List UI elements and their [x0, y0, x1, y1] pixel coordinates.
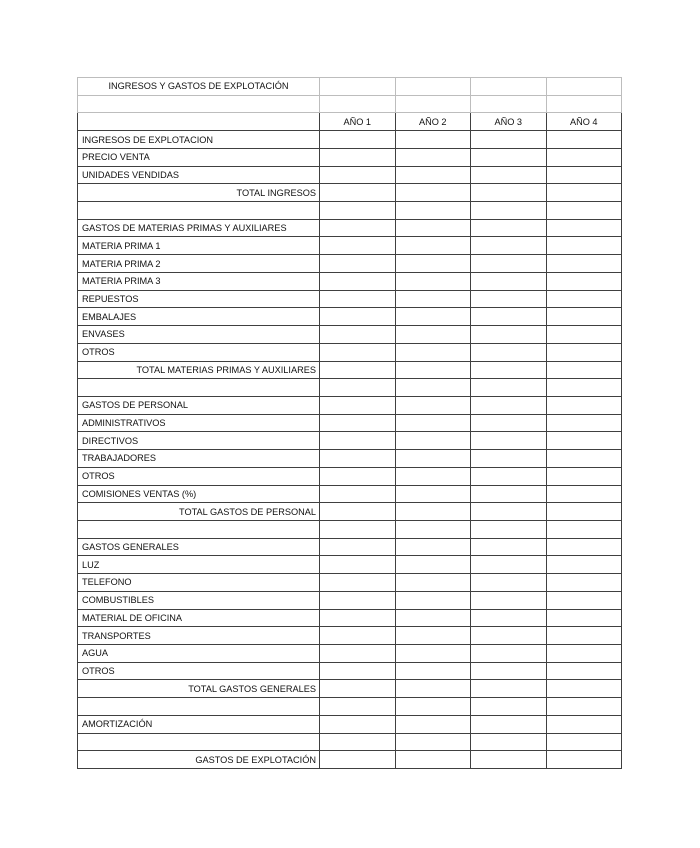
row-label: OTROS	[78, 662, 320, 680]
value-cell[interactable]	[320, 290, 396, 308]
value-cell[interactable]	[471, 609, 547, 627]
value-cell[interactable]	[471, 662, 547, 680]
value-cell[interactable]	[546, 556, 622, 574]
value-cell[interactable]	[320, 326, 396, 344]
table-row	[78, 255, 622, 273]
value-cell[interactable]	[546, 414, 622, 432]
value-cell[interactable]	[320, 698, 396, 716]
value-cell[interactable]	[471, 148, 547, 166]
value-cell[interactable]	[471, 184, 547, 202]
value-cell[interactable]	[395, 467, 471, 485]
value-cell[interactable]	[320, 237, 396, 255]
total-row	[78, 680, 622, 698]
value-cell[interactable]	[320, 396, 396, 414]
value-cell[interactable]	[395, 379, 471, 397]
value-cell[interactable]	[395, 680, 471, 698]
total-row	[78, 184, 622, 202]
cell[interactable]	[471, 95, 547, 113]
value-cell[interactable]	[395, 627, 471, 645]
value-cell[interactable]	[471, 698, 547, 716]
table-row	[78, 485, 622, 503]
table-row	[78, 237, 622, 255]
cell[interactable]	[546, 78, 622, 96]
value-cell[interactable]	[320, 184, 396, 202]
value-cell[interactable]	[395, 184, 471, 202]
value-cell[interactable]	[395, 751, 471, 769]
value-cell[interactable]	[395, 485, 471, 503]
value-cell[interactable]	[471, 715, 547, 733]
table-row	[78, 343, 622, 361]
total-row	[78, 503, 622, 521]
value-cell[interactable]	[395, 202, 471, 220]
value-cell[interactable]	[395, 326, 471, 344]
row-label: MATERIA PRIMA 3	[78, 272, 320, 290]
value-cell[interactable]	[395, 308, 471, 326]
value-cell[interactable]	[471, 166, 547, 184]
value-cell[interactable]	[546, 166, 622, 184]
value-cell[interactable]	[320, 131, 396, 149]
value-cell[interactable]	[320, 379, 396, 397]
header-row	[78, 113, 622, 131]
value-cell[interactable]	[546, 715, 622, 733]
value-cell[interactable]	[471, 432, 547, 450]
value-cell[interactable]	[471, 272, 547, 290]
value-cell[interactable]	[546, 680, 622, 698]
value-cell[interactable]	[395, 414, 471, 432]
row-label: OTROS	[78, 343, 320, 361]
table-row	[78, 450, 622, 468]
value-cell[interactable]	[471, 379, 547, 397]
value-cell[interactable]	[395, 520, 471, 538]
value-cell[interactable]	[395, 396, 471, 414]
value-cell[interactable]	[395, 166, 471, 184]
cell[interactable]	[78, 95, 320, 113]
value-cell[interactable]	[471, 538, 547, 556]
column-header-year-2: AÑO 2	[395, 113, 471, 131]
row-label: MATERIAL DE OFICINA	[78, 609, 320, 627]
value-cell[interactable]	[546, 485, 622, 503]
value-cell[interactable]	[471, 733, 547, 751]
value-cell[interactable]	[395, 698, 471, 716]
row-label	[78, 379, 320, 397]
value-cell[interactable]	[320, 166, 396, 184]
value-cell[interactable]	[471, 414, 547, 432]
value-cell[interactable]	[546, 751, 622, 769]
value-cell[interactable]	[471, 131, 547, 149]
value-cell[interactable]	[395, 556, 471, 574]
value-cell[interactable]	[395, 609, 471, 627]
value-cell[interactable]	[546, 645, 622, 663]
table-row	[78, 662, 622, 680]
value-cell[interactable]	[395, 272, 471, 290]
value-cell[interactable]	[546, 662, 622, 680]
row-label: TRABAJADORES	[78, 450, 320, 468]
value-cell[interactable]	[471, 343, 547, 361]
value-cell[interactable]	[395, 733, 471, 751]
row-label: TELEFONO	[78, 574, 320, 592]
value-cell[interactable]	[471, 396, 547, 414]
value-cell[interactable]	[320, 715, 396, 733]
value-cell[interactable]	[320, 662, 396, 680]
sheet-title: INGRESOS Y GASTOS DE EXPLOTACIÓN	[78, 78, 320, 96]
value-cell[interactable]	[395, 538, 471, 556]
total-label: TOTAL GASTOS GENERALES	[78, 680, 320, 698]
cell[interactable]	[395, 95, 471, 113]
value-cell[interactable]	[546, 609, 622, 627]
row-label: GASTOS DE MATERIAS PRIMAS Y AUXILIARES	[78, 219, 320, 237]
value-cell[interactable]	[395, 148, 471, 166]
row-label: COMISIONES VENTAS (%)	[78, 485, 320, 503]
table-row	[78, 432, 622, 450]
value-cell[interactable]	[471, 255, 547, 273]
blank-row	[78, 733, 622, 751]
table-row	[78, 131, 622, 149]
value-cell[interactable]	[546, 272, 622, 290]
row-label: OTROS	[78, 467, 320, 485]
value-cell[interactable]	[320, 255, 396, 273]
row-label: MATERIA PRIMA 2	[78, 255, 320, 273]
value-cell[interactable]	[320, 733, 396, 751]
row-label: ADMINISTRATIVOS	[78, 414, 320, 432]
value-cell[interactable]	[395, 219, 471, 237]
value-cell[interactable]	[320, 467, 396, 485]
value-cell[interactable]	[471, 485, 547, 503]
table-row	[78, 148, 622, 166]
table-row	[78, 326, 622, 344]
cell[interactable]	[471, 78, 547, 96]
title-row	[78, 78, 622, 96]
row-label: PRECIO VENTA	[78, 148, 320, 166]
table-row	[78, 308, 622, 326]
value-cell[interactable]	[471, 503, 547, 521]
total-row	[78, 751, 622, 769]
value-cell[interactable]	[546, 237, 622, 255]
value-cell[interactable]	[395, 290, 471, 308]
value-cell[interactable]	[546, 326, 622, 344]
blank-row	[78, 520, 622, 538]
table-row	[78, 272, 622, 290]
value-cell[interactable]	[395, 361, 471, 379]
row-label	[78, 202, 320, 220]
row-label: REPUESTOS	[78, 290, 320, 308]
value-cell[interactable]	[395, 343, 471, 361]
cell[interactable]	[395, 78, 471, 96]
value-cell[interactable]	[546, 290, 622, 308]
total-row	[78, 361, 622, 379]
table-row	[78, 219, 622, 237]
value-cell[interactable]	[395, 255, 471, 273]
value-cell[interactable]	[546, 503, 622, 521]
value-cell[interactable]	[546, 627, 622, 645]
table-row	[78, 574, 622, 592]
value-cell[interactable]	[395, 574, 471, 592]
row-label: TRANSPORTES	[78, 627, 320, 645]
value-cell[interactable]	[395, 645, 471, 663]
value-cell[interactable]	[546, 733, 622, 751]
row-label	[78, 520, 320, 538]
value-cell[interactable]	[546, 396, 622, 414]
value-cell[interactable]	[471, 237, 547, 255]
row-label: EMBALAJES	[78, 308, 320, 326]
row-label: AGUA	[78, 645, 320, 663]
value-cell[interactable]	[320, 308, 396, 326]
column-header-year-1: AÑO 1	[320, 113, 396, 131]
total-label: TOTAL GASTOS DE PERSONAL	[78, 503, 320, 521]
value-cell[interactable]	[546, 574, 622, 592]
value-cell[interactable]	[471, 591, 547, 609]
value-cell[interactable]	[320, 591, 396, 609]
value-cell[interactable]	[395, 131, 471, 149]
value-cell[interactable]	[320, 432, 396, 450]
value-cell[interactable]	[546, 202, 622, 220]
table-row	[78, 467, 622, 485]
row-label: LUZ	[78, 556, 320, 574]
value-cell[interactable]	[320, 219, 396, 237]
value-cell[interactable]	[546, 361, 622, 379]
value-cell[interactable]	[546, 467, 622, 485]
value-cell[interactable]	[320, 751, 396, 769]
table-row	[78, 645, 622, 663]
value-cell[interactable]	[320, 503, 396, 521]
value-cell[interactable]	[546, 379, 622, 397]
cell[interactable]	[546, 95, 622, 113]
value-cell[interactable]	[546, 538, 622, 556]
value-cell[interactable]	[471, 326, 547, 344]
value-cell[interactable]	[320, 556, 396, 574]
table-row	[78, 414, 622, 432]
value-cell[interactable]	[471, 645, 547, 663]
value-cell[interactable]	[320, 414, 396, 432]
cell[interactable]	[320, 78, 396, 96]
value-cell[interactable]	[320, 450, 396, 468]
value-cell[interactable]	[546, 450, 622, 468]
value-cell[interactable]	[471, 467, 547, 485]
value-cell[interactable]	[395, 662, 471, 680]
value-cell[interactable]	[546, 148, 622, 166]
table-row	[78, 538, 622, 556]
income-expense-table	[77, 77, 622, 769]
value-cell[interactable]	[320, 609, 396, 627]
spacer-row	[78, 95, 622, 113]
value-cell[interactable]	[546, 255, 622, 273]
value-cell[interactable]	[546, 520, 622, 538]
total-label: GASTOS DE EXPLOTACIÓN	[78, 751, 320, 769]
cell[interactable]	[320, 95, 396, 113]
value-cell[interactable]	[546, 591, 622, 609]
value-cell[interactable]	[320, 272, 396, 290]
row-label: GASTOS GENERALES	[78, 538, 320, 556]
blank-row	[78, 698, 622, 716]
value-cell[interactable]	[471, 556, 547, 574]
table-row	[78, 715, 622, 733]
row-label: ENVASES	[78, 326, 320, 344]
value-cell[interactable]	[320, 538, 396, 556]
blank-row	[78, 202, 622, 220]
value-cell[interactable]	[395, 503, 471, 521]
table-row	[78, 609, 622, 627]
column-header-year-3: AÑO 3	[471, 113, 547, 131]
value-cell[interactable]	[320, 520, 396, 538]
value-cell[interactable]	[320, 574, 396, 592]
value-cell[interactable]	[546, 219, 622, 237]
value-cell[interactable]	[471, 361, 547, 379]
value-cell[interactable]	[320, 645, 396, 663]
value-cell[interactable]	[546, 184, 622, 202]
value-cell[interactable]	[471, 574, 547, 592]
value-cell[interactable]	[320, 485, 396, 503]
value-cell[interactable]	[395, 715, 471, 733]
row-label: INGRESOS DE EXPLOTACION	[78, 131, 320, 149]
row-label: UNIDADES VENDIDAS	[78, 166, 320, 184]
value-cell[interactable]	[395, 450, 471, 468]
table-row	[78, 396, 622, 414]
row-label: MATERIA PRIMA 1	[78, 237, 320, 255]
row-label: COMBUSTIBLES	[78, 591, 320, 609]
row-label: GASTOS DE PERSONAL	[78, 396, 320, 414]
value-cell[interactable]	[471, 219, 547, 237]
value-cell[interactable]	[546, 308, 622, 326]
value-cell[interactable]	[471, 202, 547, 220]
value-cell[interactable]	[471, 627, 547, 645]
row-label: AMORTIZACIÓN	[78, 715, 320, 733]
value-cell[interactable]	[320, 148, 396, 166]
value-cell[interactable]	[546, 698, 622, 716]
value-cell[interactable]	[546, 432, 622, 450]
table-row	[78, 556, 622, 574]
table-row	[78, 166, 622, 184]
value-cell[interactable]	[320, 680, 396, 698]
value-cell[interactable]	[546, 131, 622, 149]
value-cell[interactable]	[395, 591, 471, 609]
value-cell[interactable]	[320, 361, 396, 379]
value-cell[interactable]	[471, 290, 547, 308]
value-cell[interactable]	[320, 627, 396, 645]
value-cell[interactable]	[471, 520, 547, 538]
row-label	[78, 733, 320, 751]
table-row	[78, 627, 622, 645]
value-cell[interactable]	[471, 450, 547, 468]
total-label: TOTAL MATERIAS PRIMAS Y AUXILIARES	[78, 361, 320, 379]
table-row	[78, 591, 622, 609]
value-cell[interactable]	[320, 343, 396, 361]
value-cell[interactable]	[471, 751, 547, 769]
value-cell[interactable]	[320, 202, 396, 220]
row-label	[78, 698, 320, 716]
value-cell[interactable]	[395, 237, 471, 255]
header-corner-cell	[78, 113, 320, 131]
value-cell[interactable]	[395, 432, 471, 450]
table-row	[78, 290, 622, 308]
value-cell[interactable]	[471, 308, 547, 326]
column-header-year-4: AÑO 4	[546, 113, 622, 131]
row-label: DIRECTIVOS	[78, 432, 320, 450]
value-cell[interactable]	[546, 343, 622, 361]
blank-row	[78, 379, 622, 397]
value-cell[interactable]	[471, 680, 547, 698]
total-label: TOTAL INGRESOS	[78, 184, 320, 202]
